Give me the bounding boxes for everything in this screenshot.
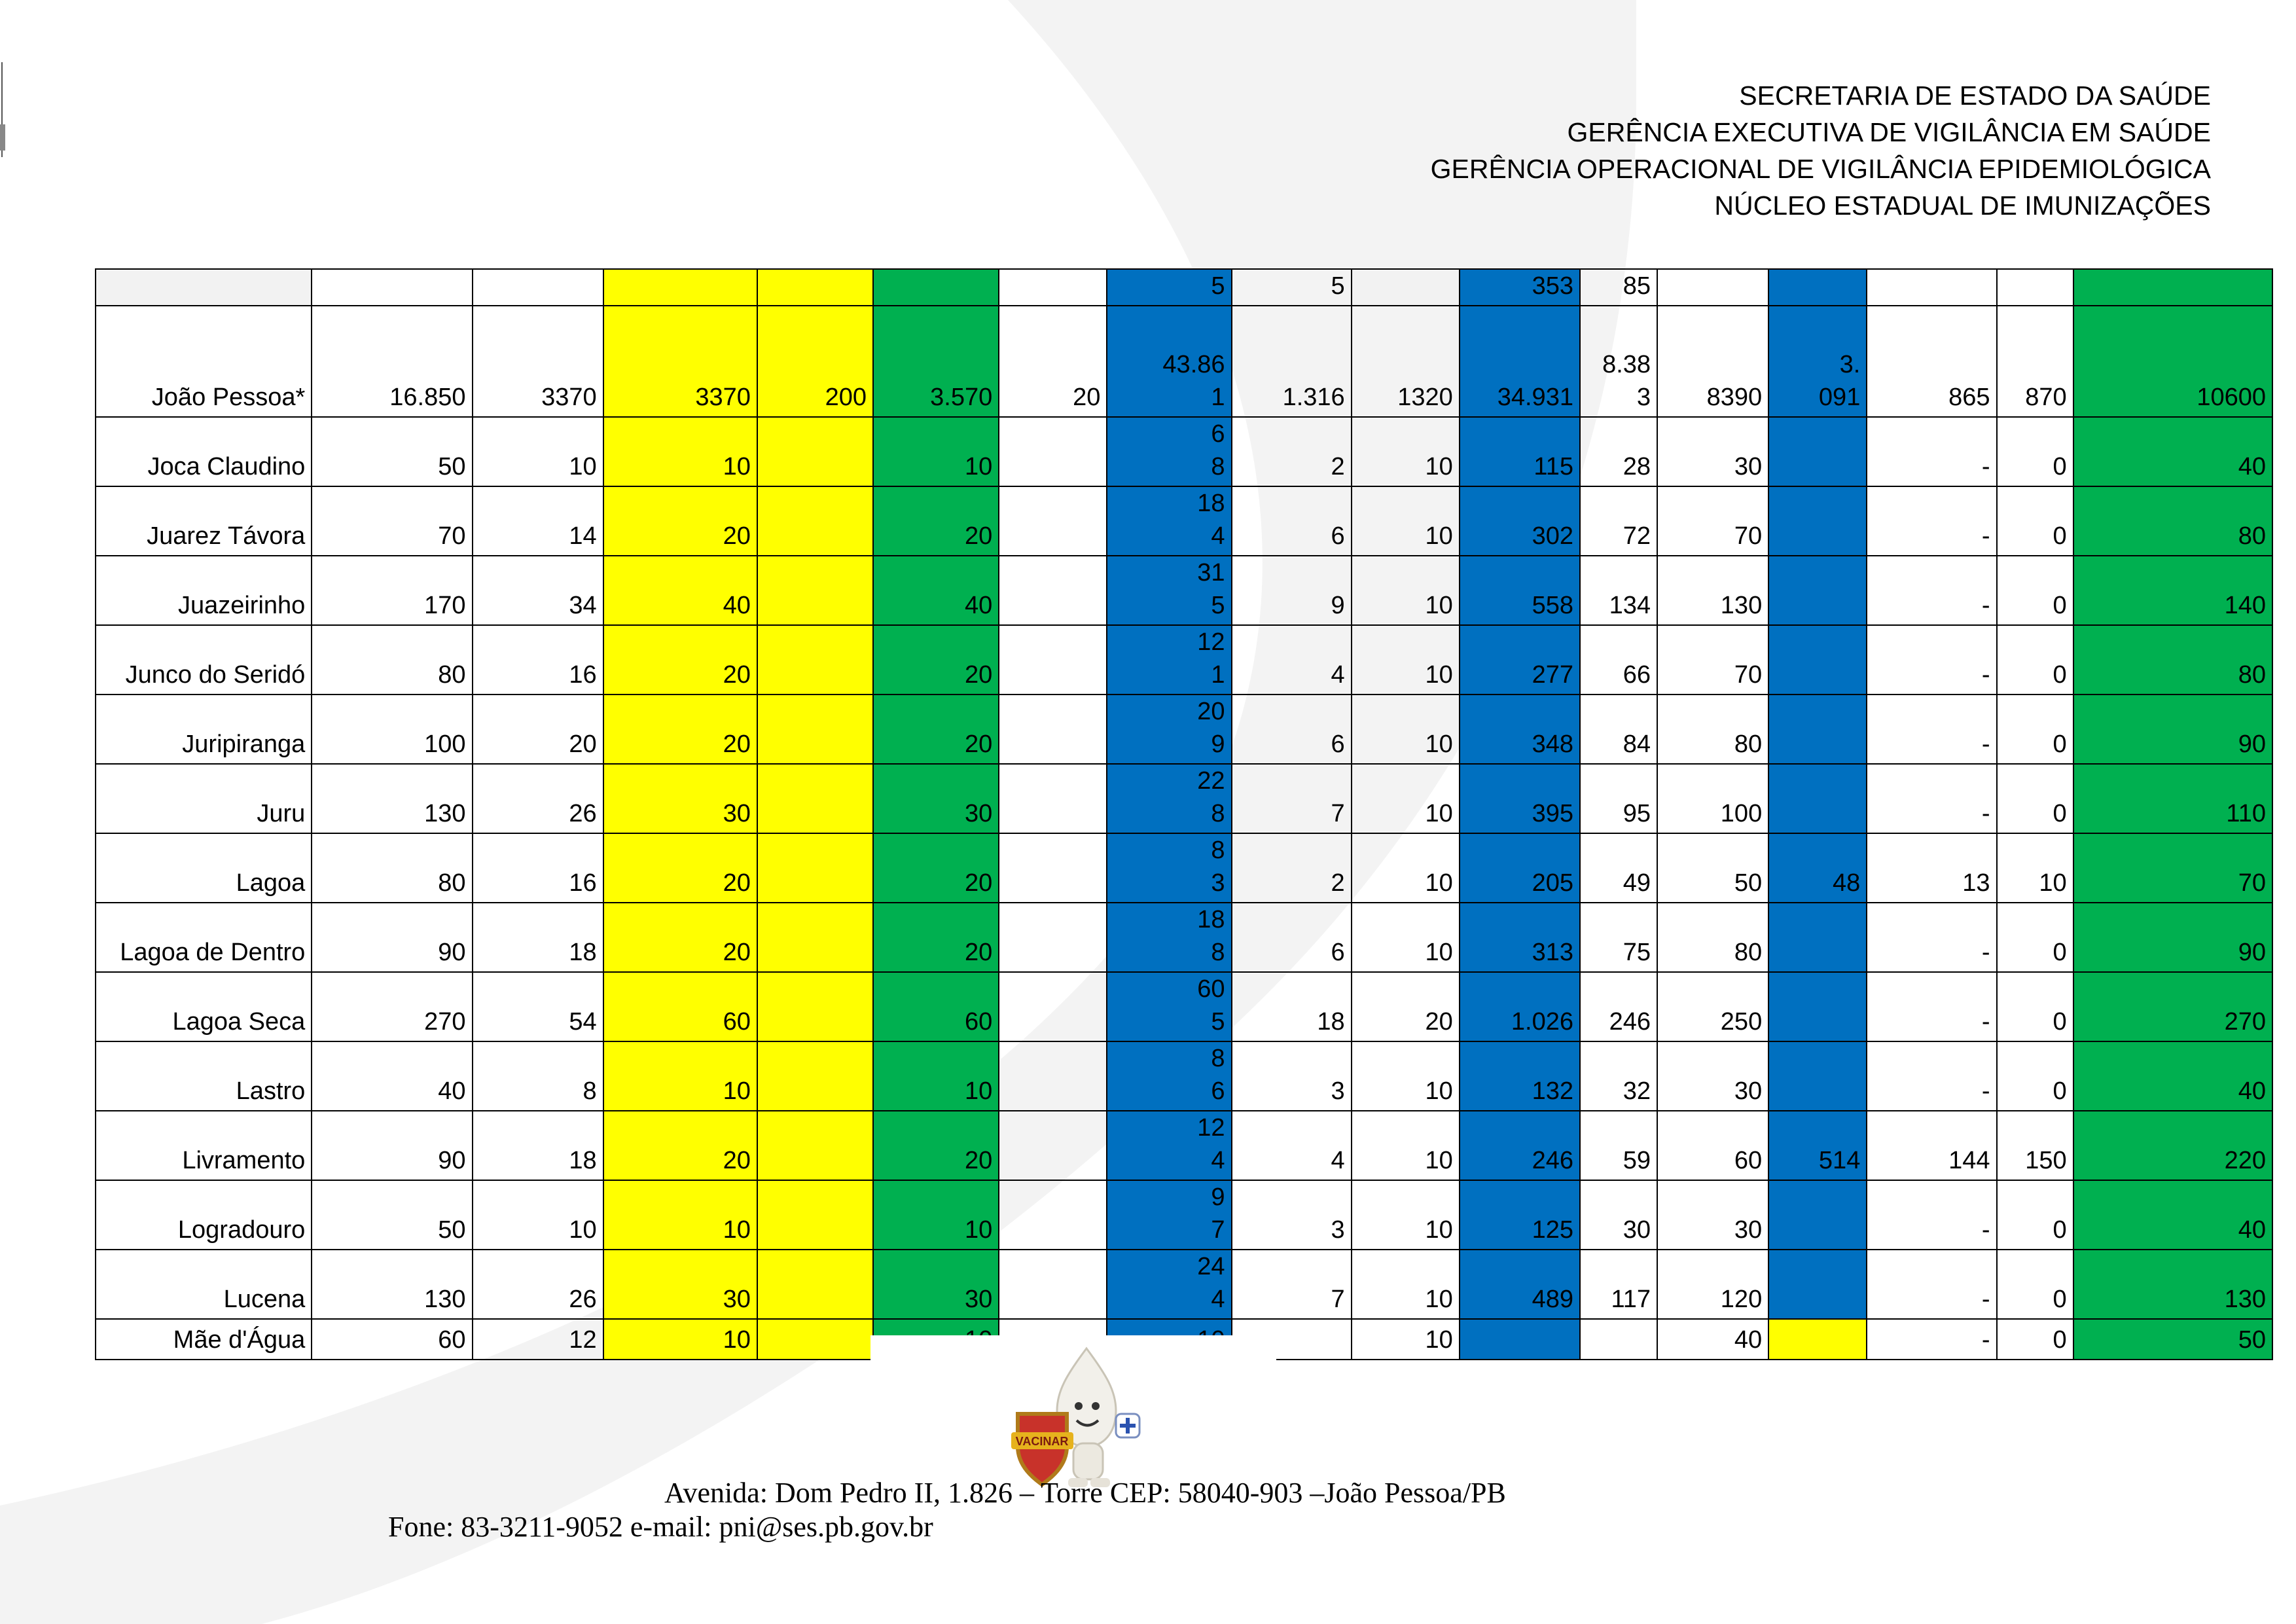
value-cell-col-9 [1352, 269, 1460, 306]
value-cell-col-4 [757, 556, 873, 625]
value-cell-col-11: 75 [1580, 903, 1657, 972]
value-cell-col-12: 120 [1657, 1250, 1768, 1319]
value-cell-col-2: 10 [473, 1180, 603, 1250]
value-cell-col-7: 60 5 [1107, 972, 1231, 1041]
value-cell-col-7: 12 1 [1107, 625, 1231, 695]
value-cell-col-11: 84 [1580, 695, 1657, 764]
value-cell-col-14: - [1867, 1319, 1996, 1360]
value-cell-col-8: 6 [1232, 903, 1352, 972]
value-cell-col-5: 20 [873, 833, 999, 903]
value-cell-col-3: 20 [603, 486, 757, 556]
value-cell-col-15: 150 [1997, 1111, 2073, 1180]
value-cell-col-13: 48 [1768, 833, 1867, 903]
footer-address: Avenida: Dom Pedro II, 1.826 – Torre CEP: 58040-903 –João Pessoa/PB [664, 1477, 1506, 1509]
value-cell-col-13 [1768, 972, 1867, 1041]
value-cell-col-14: - [1867, 556, 1996, 625]
value-cell-col-1: 100 [312, 695, 472, 764]
table-row [96, 1041, 2272, 1111]
value-cell-col-7: 31 5 [1107, 556, 1231, 625]
value-cell-col-1: 40 [312, 1041, 472, 1111]
value-cell-col-6 [999, 1041, 1107, 1111]
value-cell-col-2: 16 [473, 625, 603, 695]
value-cell-col-16: 140 [2073, 556, 2272, 625]
value-cell-col-3: 10 [603, 1180, 757, 1250]
value-cell-col-5: 40 [873, 556, 999, 625]
value-cell-col-12: 80 [1657, 903, 1768, 972]
value-cell-col-5: 20 [873, 625, 999, 695]
value-cell-col-12: 70 [1657, 486, 1768, 556]
value-cell-col-15: 0 [1997, 695, 2073, 764]
value-cell-col-6 [999, 556, 1107, 625]
value-cell-col-11: 85 [1580, 269, 1657, 306]
footer-contact: Fone: 83-3211-9052 e-mail: pni@ses.pb.gov.br [388, 1511, 933, 1543]
value-cell-col-13 [1768, 556, 1867, 625]
value-cell-col-4 [757, 417, 873, 486]
municipality-name-cell: Lagoa [96, 833, 312, 903]
value-cell-col-14: - [1867, 1250, 1996, 1319]
value-cell-col-5: 60 [873, 972, 999, 1041]
table-row [96, 695, 2272, 764]
value-cell-col-10: 1.026 [1460, 972, 1580, 1041]
value-cell-col-10: 348 [1460, 695, 1580, 764]
value-cell-col-12: 70 [1657, 625, 1768, 695]
value-cell-col-4 [757, 1319, 873, 1360]
value-cell-col-3: 40 [603, 556, 757, 625]
value-cell-col-15: 0 [1997, 486, 2073, 556]
value-cell-col-9: 10 [1352, 1250, 1460, 1319]
value-cell-col-16: 110 [2073, 764, 2272, 833]
municipality-name-cell: Logradouro [96, 1180, 312, 1250]
value-cell-col-13 [1768, 1250, 1867, 1319]
value-cell-col-1: 90 [312, 1111, 472, 1180]
logo-badge-text: VACINAR [1015, 1435, 1069, 1448]
value-cell-col-10: 34.931 [1460, 306, 1580, 417]
value-cell-col-13: 3. 091 [1768, 306, 1867, 417]
value-cell-col-12: 100 [1657, 764, 1768, 833]
value-cell-col-2: 3370 [473, 306, 603, 417]
municipality-name-cell: Lagoa de Dentro [96, 903, 312, 972]
value-cell-col-15: 10 [1997, 833, 2073, 903]
value-cell-col-3: 20 [603, 695, 757, 764]
value-cell-col-6 [999, 269, 1107, 306]
value-cell-col-13: 514 [1768, 1111, 1867, 1180]
value-cell-col-13 [1768, 486, 1867, 556]
value-cell-col-10: 125 [1460, 1180, 1580, 1250]
value-cell-col-7: 43.86 1 [1107, 306, 1231, 417]
value-cell-col-12: 8390 [1657, 306, 1768, 417]
value-cell-col-11: 72 [1580, 486, 1657, 556]
value-cell-col-4: 200 [757, 306, 873, 417]
municipality-name-cell: Lucena [96, 1250, 312, 1319]
value-cell-col-6 [999, 903, 1107, 972]
value-cell-col-9: 10 [1352, 417, 1460, 486]
value-cell-col-14: - [1867, 486, 1996, 556]
value-cell-col-3: 3370 [603, 306, 757, 417]
value-cell-col-7: 20 9 [1107, 695, 1231, 764]
value-cell-col-14: 13 [1867, 833, 1996, 903]
value-cell-col-1: 90 [312, 903, 472, 972]
value-cell-col-8: 9 [1232, 556, 1352, 625]
value-cell-col-4 [757, 1180, 873, 1250]
municipality-name-cell: Mãe d'Água [96, 1319, 312, 1360]
value-cell-col-13 [1768, 695, 1867, 764]
value-cell-col-14: - [1867, 417, 1996, 486]
table-row [96, 833, 2272, 903]
value-cell-col-2: 26 [473, 764, 603, 833]
value-cell-col-6 [999, 486, 1107, 556]
value-cell-col-3: 10 [603, 1041, 757, 1111]
value-cell-col-8: 18 [1232, 972, 1352, 1041]
value-cell-col-1: 80 [312, 833, 472, 903]
value-cell-col-14: - [1867, 903, 1996, 972]
municipality-name-cell: Joca Claudino [96, 417, 312, 486]
value-cell-col-3: 30 [603, 764, 757, 833]
value-cell-col-4 [757, 695, 873, 764]
value-cell-col-12 [1657, 269, 1768, 306]
value-cell-col-12: 30 [1657, 417, 1768, 486]
value-cell-col-8: 4 [1232, 1111, 1352, 1180]
value-cell-col-15: 0 [1997, 972, 2073, 1041]
edge-mark [0, 62, 7, 157]
table-row [96, 306, 2272, 417]
value-cell-col-6 [999, 625, 1107, 695]
value-cell-col-6 [999, 1180, 1107, 1250]
value-cell-col-5: 20 [873, 695, 999, 764]
value-cell-col-10: 489 [1460, 1250, 1580, 1319]
value-cell-col-3: 60 [603, 972, 757, 1041]
value-cell-col-1: 50 [312, 417, 472, 486]
value-cell-col-16: 10600 [2073, 306, 2272, 417]
value-cell-col-13 [1768, 269, 1867, 306]
value-cell-col-1: 70 [312, 486, 472, 556]
value-cell-col-13 [1768, 764, 1867, 833]
value-cell-col-12: 250 [1657, 972, 1768, 1041]
value-cell-col-14: - [1867, 1180, 1996, 1250]
page-header [1431, 77, 2211, 224]
value-cell-col-9: 10 [1352, 764, 1460, 833]
value-cell-col-3: 20 [603, 1111, 757, 1180]
value-cell-col-9: 10 [1352, 556, 1460, 625]
value-cell-col-9: 20 [1352, 972, 1460, 1041]
value-cell-col-10: 558 [1460, 556, 1580, 625]
value-cell-col-4 [757, 833, 873, 903]
value-cell-col-3: 10 [603, 417, 757, 486]
value-cell-col-3: 30 [603, 1250, 757, 1319]
value-cell-col-6: 20 [999, 306, 1107, 417]
value-cell-col-11: 28 [1580, 417, 1657, 486]
value-cell-col-11: 32 [1580, 1041, 1657, 1111]
value-cell-col-9: 10 [1352, 1180, 1460, 1250]
value-cell-col-10: 302 [1460, 486, 1580, 556]
value-cell-col-6 [999, 1111, 1107, 1180]
value-cell-col-1: 270 [312, 972, 472, 1041]
value-cell-col-12: 30 [1657, 1180, 1768, 1250]
value-cell-col-13 [1768, 1180, 1867, 1250]
value-cell-col-3: 20 [603, 903, 757, 972]
table-row [96, 903, 2272, 972]
value-cell-col-2: 16 [473, 833, 603, 903]
value-cell-col-2: 34 [473, 556, 603, 625]
value-cell-col-15: 0 [1997, 1319, 2073, 1360]
value-cell-col-9: 10 [1352, 1041, 1460, 1111]
value-cell-col-1: 16.850 [312, 306, 472, 417]
value-cell-col-14: 144 [1867, 1111, 1996, 1180]
value-cell-col-2: 18 [473, 1111, 603, 1180]
municipality-name-cell: Junco do Seridó [96, 625, 312, 695]
value-cell-col-16: 40 [2073, 1041, 2272, 1111]
value-cell-col-10: 246 [1460, 1111, 1580, 1180]
value-cell-col-13 [1768, 903, 1867, 972]
value-cell-col-7: 22 8 [1107, 764, 1231, 833]
value-cell-col-10 [1460, 1319, 1580, 1360]
value-cell-col-10: 277 [1460, 625, 1580, 695]
value-cell-col-4 [757, 486, 873, 556]
value-cell-col-16: 80 [2073, 625, 2272, 695]
value-cell-col-4 [757, 1111, 873, 1180]
value-cell-col-2: 54 [473, 972, 603, 1041]
value-cell-col-8: 2 [1232, 833, 1352, 903]
value-cell-col-4 [757, 764, 873, 833]
value-cell-col-5: 30 [873, 764, 999, 833]
value-cell-col-14: 865 [1867, 306, 1996, 417]
value-cell-col-7: 18 8 [1107, 903, 1231, 972]
table-row [96, 556, 2272, 625]
table-row [96, 269, 2272, 306]
municipality-name-cell: João Pessoa* [96, 306, 312, 417]
value-cell-col-14 [1867, 269, 1996, 306]
value-cell-col-6 [999, 764, 1107, 833]
value-cell-col-12: 40 [1657, 1319, 1768, 1360]
value-cell-col-10: 132 [1460, 1041, 1580, 1111]
table-row [96, 486, 2272, 556]
value-cell-col-14: - [1867, 625, 1996, 695]
value-cell-col-10: 313 [1460, 903, 1580, 972]
value-cell-col-15: 0 [1997, 1250, 2073, 1319]
value-cell-col-16 [2073, 269, 2272, 306]
value-cell-col-16: 40 [2073, 1180, 2272, 1250]
table-row [96, 1111, 2272, 1180]
value-cell-col-4 [757, 972, 873, 1041]
value-cell-col-2: 26 [473, 1250, 603, 1319]
value-cell-col-9: 1320 [1352, 306, 1460, 417]
table-row [96, 972, 2272, 1041]
value-cell-col-8: 1.316 [1232, 306, 1352, 417]
value-cell-col-11: 246 [1580, 972, 1657, 1041]
value-cell-col-1 [312, 269, 472, 306]
value-cell-col-7: 5 [1107, 269, 1231, 306]
value-cell-col-9: 10 [1352, 625, 1460, 695]
value-cell-col-16: 90 [2073, 695, 2272, 764]
value-cell-col-10: 395 [1460, 764, 1580, 833]
value-cell-col-12: 30 [1657, 1041, 1768, 1111]
value-cell-col-11: 59 [1580, 1111, 1657, 1180]
value-cell-col-3 [603, 269, 757, 306]
value-cell-col-2: 10 [473, 417, 603, 486]
value-cell-col-8: 3 [1232, 1180, 1352, 1250]
value-cell-col-15: 0 [1997, 903, 2073, 972]
value-cell-col-9: 10 [1352, 1111, 1460, 1180]
header-line-1: SECRETARIA DE ESTADO DA SAÚDE [1739, 81, 2211, 111]
value-cell-col-14: - [1867, 972, 1996, 1041]
value-cell-col-6 [999, 1250, 1107, 1319]
municipality-name-cell: Juripiranga [96, 695, 312, 764]
value-cell-col-16: 270 [2073, 972, 2272, 1041]
value-cell-col-5: 20 [873, 1111, 999, 1180]
value-cell-col-10: 115 [1460, 417, 1580, 486]
value-cell-col-1: 130 [312, 764, 472, 833]
value-cell-col-2: 18 [473, 903, 603, 972]
value-cell-col-2: 20 [473, 695, 603, 764]
value-cell-col-5: 3.570 [873, 306, 999, 417]
municipality-name-cell: Juru [96, 764, 312, 833]
value-cell-col-15: 0 [1997, 764, 2073, 833]
value-cell-col-1: 170 [312, 556, 472, 625]
value-cell-col-12: 60 [1657, 1111, 1768, 1180]
header-line-4: NÚCLEO ESTADUAL DE IMUNIZAÇÕES [1714, 190, 2211, 221]
value-cell-col-16: 70 [2073, 833, 2272, 903]
value-cell-col-4 [757, 625, 873, 695]
value-cell-col-12: 80 [1657, 695, 1768, 764]
value-cell-col-9: 10 [1352, 695, 1460, 764]
value-cell-col-2: 14 [473, 486, 603, 556]
value-cell-col-8: 6 [1232, 695, 1352, 764]
value-cell-col-13 [1768, 625, 1867, 695]
value-cell-col-1: 130 [312, 1250, 472, 1319]
value-cell-col-10: 205 [1460, 833, 1580, 903]
header-line-3: GERÊNCIA OPERACIONAL DE VIGILÂNCIA EPIDEMIOLÓGICA [1430, 154, 2211, 184]
value-cell-col-5 [873, 269, 999, 306]
value-cell-col-5: 10 [873, 1180, 999, 1250]
value-cell-col-7: 8 6 [1107, 1041, 1231, 1111]
value-cell-col-11: 8.38 3 [1580, 306, 1657, 417]
table-row [96, 1250, 2272, 1319]
value-cell-col-9: 10 [1352, 486, 1460, 556]
value-cell-col-8: 2 [1232, 417, 1352, 486]
value-cell-col-9: 10 [1352, 1319, 1460, 1360]
value-cell-col-4 [757, 1250, 873, 1319]
header-line-2: GERÊNCIA EXECUTIVA DE VIGILÂNCIA EM SAÚDE [1567, 117, 2211, 147]
value-cell-col-14: - [1867, 1041, 1996, 1111]
value-cell-col-11: 30 [1580, 1180, 1657, 1250]
value-cell-col-2 [473, 269, 603, 306]
table-row [96, 417, 2272, 486]
value-cell-col-11: 134 [1580, 556, 1657, 625]
value-cell-col-3: 10 [603, 1319, 757, 1360]
value-cell-col-3: 20 [603, 625, 757, 695]
value-cell-col-16: 80 [2073, 486, 2272, 556]
value-cell-col-8: 6 [1232, 486, 1352, 556]
value-cell-col-15: 0 [1997, 417, 2073, 486]
value-cell-col-8: 4 [1232, 625, 1352, 695]
value-cell-col-6 [999, 833, 1107, 903]
value-cell-col-8: 3 [1232, 1041, 1352, 1111]
vaccine-distribution-table [95, 268, 2273, 1360]
value-cell-col-15: 870 [1997, 306, 2073, 417]
value-cell-col-1: 50 [312, 1180, 472, 1250]
value-cell-col-5: 20 [873, 903, 999, 972]
value-cell-col-7: 24 4 [1107, 1250, 1231, 1319]
municipality-name-cell: Livramento [96, 1111, 312, 1180]
value-cell-col-2: 8 [473, 1041, 603, 1111]
value-cell-col-1: 80 [312, 625, 472, 695]
value-cell-col-11: 117 [1580, 1250, 1657, 1319]
value-cell-col-11: 49 [1580, 833, 1657, 903]
value-cell-col-16: 40 [2073, 417, 2272, 486]
value-cell-col-12: 50 [1657, 833, 1768, 903]
value-cell-col-16: 220 [2073, 1111, 2272, 1180]
value-cell-col-15: 0 [1997, 556, 2073, 625]
value-cell-col-8: 5 [1232, 269, 1352, 306]
value-cell-col-7: 12 4 [1107, 1111, 1231, 1180]
value-cell-col-2: 12 [473, 1319, 603, 1360]
municipality-name-cell [96, 269, 312, 306]
value-cell-col-1: 60 [312, 1319, 472, 1360]
municipality-name-cell: Juazeirinho [96, 556, 312, 625]
table-row [96, 1180, 2272, 1250]
value-cell-col-16: 130 [2073, 1250, 2272, 1319]
municipality-name-cell: Lastro [96, 1041, 312, 1111]
value-cell-col-16: 90 [2073, 903, 2272, 972]
municipality-name-cell: Juarez Távora [96, 486, 312, 556]
municipality-name-cell: Lagoa Seca [96, 972, 312, 1041]
value-cell-col-6 [999, 695, 1107, 764]
value-cell-col-6 [999, 972, 1107, 1041]
value-cell-col-5: 10 [873, 1041, 999, 1111]
value-cell-col-14: - [1867, 764, 1996, 833]
value-cell-col-7: 9 7 [1107, 1180, 1231, 1250]
value-cell-col-9: 10 [1352, 833, 1460, 903]
value-cell-col-8: 7 [1232, 1250, 1352, 1319]
value-cell-col-7: 8 3 [1107, 833, 1231, 903]
value-cell-col-3: 20 [603, 833, 757, 903]
table-row [96, 764, 2272, 833]
value-cell-col-13 [1768, 417, 1867, 486]
value-cell-col-10: 353 [1460, 269, 1580, 306]
value-cell-col-12: 130 [1657, 556, 1768, 625]
value-cell-col-13 [1768, 1319, 1867, 1360]
value-cell-col-8: 7 [1232, 764, 1352, 833]
value-cell-col-15: 0 [1997, 625, 2073, 695]
value-cell-col-16: 50 [2073, 1319, 2272, 1360]
value-cell-col-11: 95 [1580, 764, 1657, 833]
value-cell-col-7: 6 8 [1107, 417, 1231, 486]
value-cell-col-4 [757, 1041, 873, 1111]
table-row [96, 625, 2272, 695]
value-cell-col-5: 20 [873, 486, 999, 556]
value-cell-col-11: 66 [1580, 625, 1657, 695]
value-cell-col-9: 10 [1352, 903, 1460, 972]
value-cell-col-4 [757, 903, 873, 972]
value-cell-col-13 [1768, 1041, 1867, 1111]
value-cell-col-6 [999, 417, 1107, 486]
value-cell-col-15: 0 [1997, 1180, 2073, 1250]
value-cell-col-4 [757, 269, 873, 306]
value-cell-col-5: 30 [873, 1250, 999, 1319]
value-cell-col-5: 10 [873, 417, 999, 486]
value-cell-col-15 [1997, 269, 2073, 306]
value-cell-col-7: 18 4 [1107, 486, 1231, 556]
value-cell-col-11 [1580, 1319, 1657, 1360]
value-cell-col-15: 0 [1997, 1041, 2073, 1111]
value-cell-col-14: - [1867, 695, 1996, 764]
